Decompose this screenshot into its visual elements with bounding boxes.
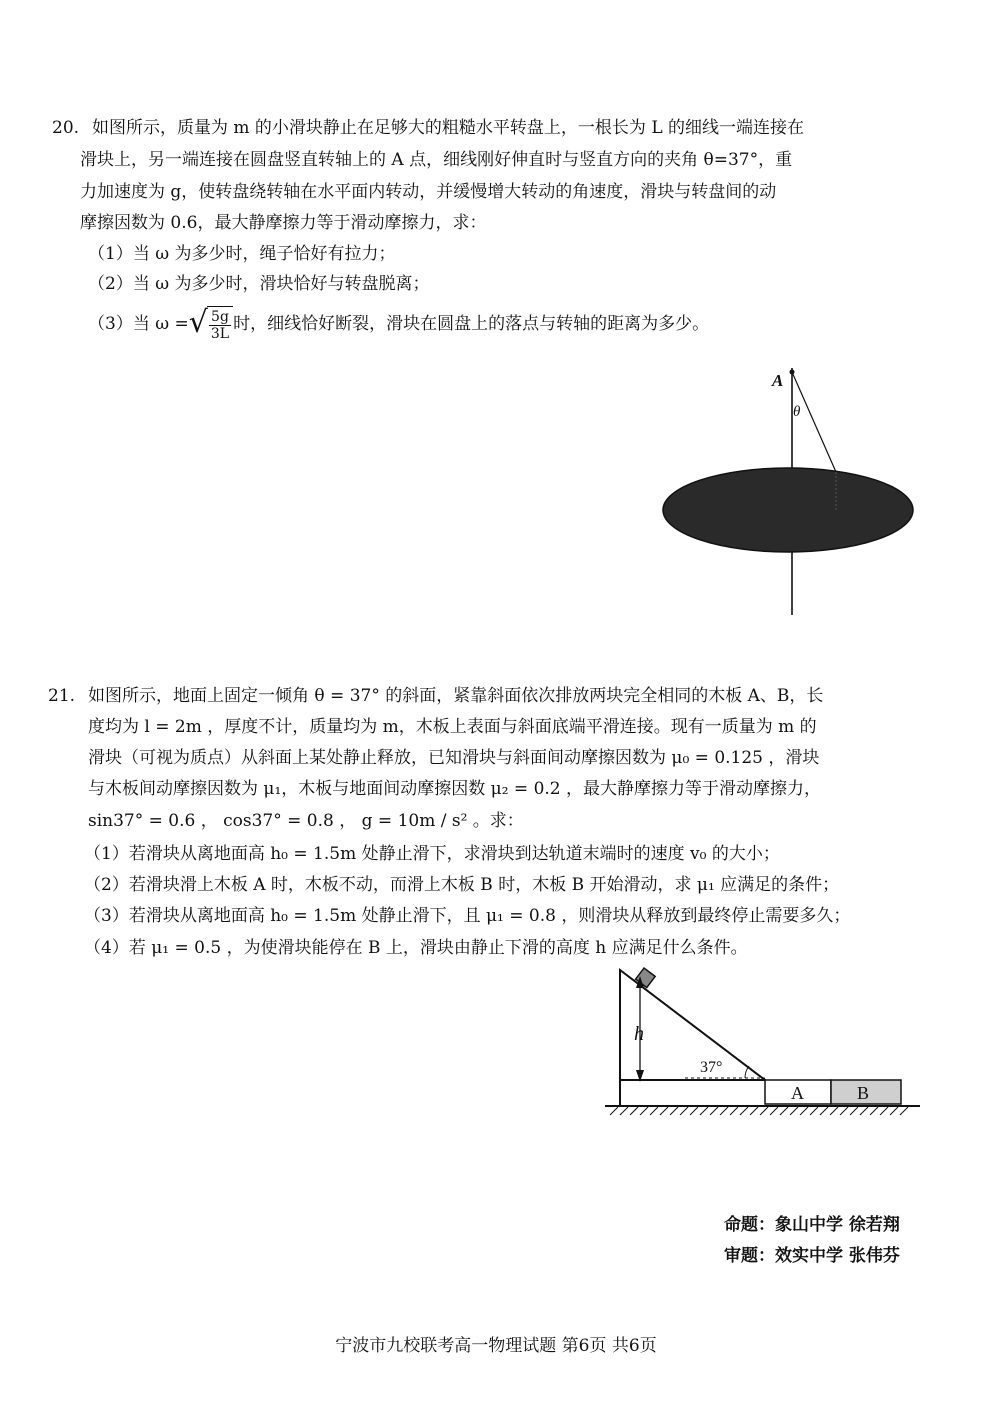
part-3-suffix: 时，细线恰好断裂，滑块在圆盘上的落点与转轴的距离为多少。 (233, 314, 710, 334)
string-line (792, 372, 836, 472)
question-20-line-1: 如图所示，质量为 m 的小滑块静止在足够大的粗糙水平转盘上，一根长为 L 的细线一端连接在 (92, 118, 805, 138)
question-21-line-5: sin37° = 0.6 ， cos37° = 0.8 ， g = 10m / s² 。求： (88, 811, 524, 831)
page-footer: 宁波市九校联考高一物理试题 第6页 共6页 (335, 1336, 657, 1356)
author-signature: 命题：象山中学 徐若翔 (724, 1215, 900, 1235)
question-20-line-2: 滑块上，另一端连接在圆盘竖直转轴上的 A 点，细线刚好伸直时与竖直方向的夹角 θ=37°，重 (80, 150, 793, 170)
fraction-numerator: 5g (209, 309, 231, 326)
question-21-number: 21. (48, 686, 76, 706)
question-21-line-1: 如图所示，地面上固定一倾角 θ = 37° 的斜面，紧靠斜面依次排放两块完全相同的木板 A、B，长 (88, 686, 824, 706)
question-21-line-3: 滑块（可视为质点）从斜面上某处静止释放，已知滑块与斜面间动摩擦因数为 μ₀ = 0.125 ，滑块 (88, 748, 820, 768)
radicand (207, 306, 233, 342)
question-21-part-3: （3）若滑块从离地面高 h₀ = 1.5m 处静止滑下，且 μ₁ = 0.8 ，则滑块从释放到最终停止需要多久； (84, 906, 851, 926)
reviewer-signature: 审题：效实中学 张伟芬 (724, 1246, 900, 1266)
label-angle: 37° (700, 1059, 723, 1076)
fraction (209, 309, 231, 342)
fraction-denominator: 3L (210, 326, 230, 342)
label-board-b: B (857, 1083, 870, 1103)
question-20-part-1: （1）当 ω 为多少时，绳子恰好有拉力； (88, 244, 396, 264)
turntable-figure (660, 360, 925, 620)
question-20-line-4: 摩擦因数为 0.6，最大静摩擦力等于滑动摩擦力，求： (80, 213, 487, 233)
ground-hatching (610, 1107, 908, 1115)
turntable-disk (663, 468, 913, 552)
label-a: A (772, 371, 784, 390)
question-20-part-2: （2）当 ω 为多少时，滑块恰好与转盘脱离； (88, 274, 430, 294)
question-21-part-1: （1）若滑块从离地面高 h₀ = 1.5m 处静止滑下，求滑块到达轨道末端时的速度 v₀ 的大小； (84, 844, 780, 864)
question-20-part-3 (88, 306, 709, 342)
radical-sign: √ (188, 305, 208, 340)
label-theta: θ (793, 404, 801, 420)
question-20-line-3: 力加速度为 g，使转盘绕转轴在水平面内转动，并缓慢增大转动的角速度，滑块与转盘间的动 (80, 182, 777, 202)
sqrt-expression (189, 306, 233, 342)
question-21-part-4: （4）若 μ₁ = 0.5 ，为使滑块能停在 B 上，滑块由静止下滑的高度 h 应满足什么条件。 (84, 938, 748, 958)
label-board-a: A (791, 1083, 804, 1103)
question-21-line-4: 与木板间动摩擦因数为 μ₁，木板与地面间动摩擦因数 μ₂ = 0.2 ，最大静摩擦力等于滑动摩擦力， (88, 779, 822, 799)
question-21-part-2: （2）若滑块滑上木板 A 时，木板不动，而滑上木板 B 时，木板 B 开始滑动，求 μ₁ 应满足的条件； (84, 875, 840, 895)
question-21-line-2: 度均为 l = 2m ，厚度不计，质量均为 m，木板上表面与斜面底端平滑连接。现有一质量为 m 的 (88, 717, 817, 737)
part-3-prefix: （3）当 ω = (88, 314, 189, 334)
question-20-number: 20. (52, 118, 80, 138)
incline-figure (600, 958, 930, 1118)
label-h: h (634, 1023, 644, 1045)
